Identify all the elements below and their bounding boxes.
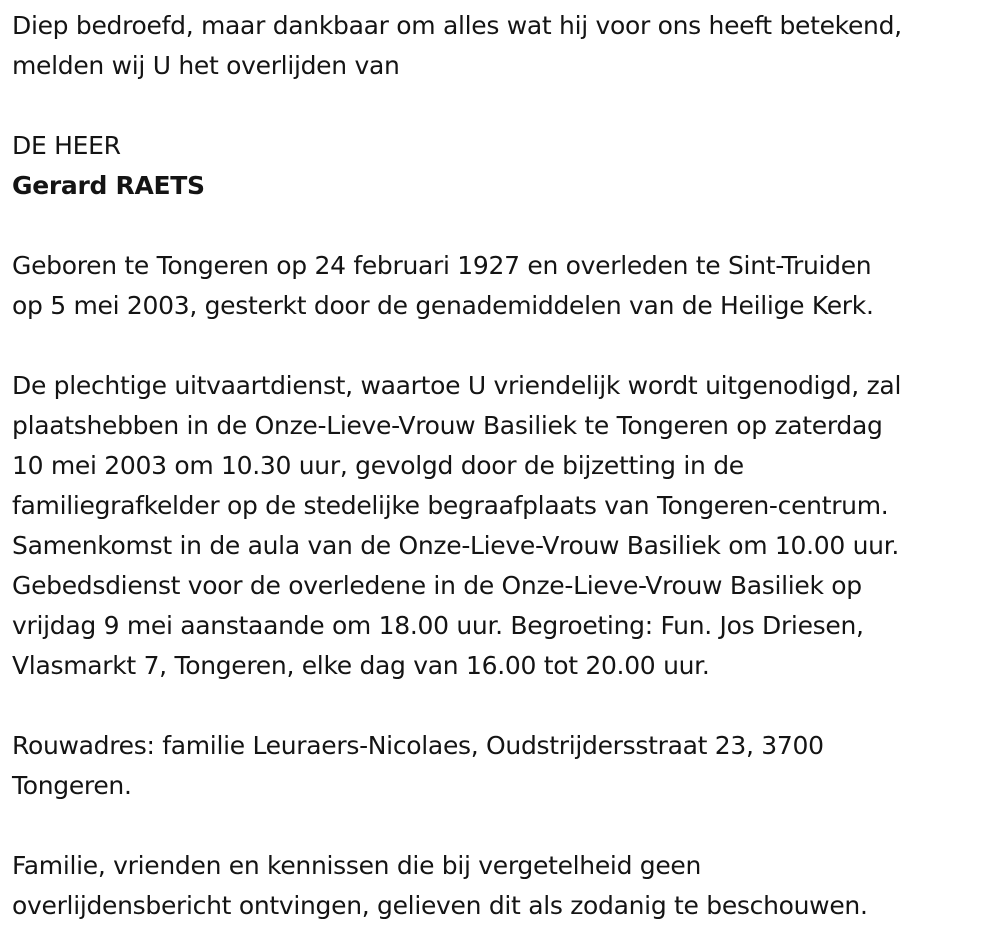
birth-death-line: op 5 mei 2003, gesterkt door de genademiddelen van de Heilige Kerk. xyxy=(12,291,874,320)
ceremony-line: Gebedsdienst voor de overledene in de Onze-Lieve-Vrouw Basiliek op xyxy=(12,571,862,600)
ceremony-line: vrijdag 9 mei aanstaande om 18.00 uur. Begroeting: Fun. Jos Driesen, xyxy=(12,611,864,640)
ceremony-line: familiegrafkelder op de stedelijke begraafplaats van Tongeren-centrum. xyxy=(12,491,889,520)
birth-death-paragraph xyxy=(12,246,997,326)
intro-line: Diep bedroefd, maar dankbaar om alles wat hij voor ons heeft betekend, xyxy=(12,11,902,40)
intro-paragraph xyxy=(12,6,997,86)
ceremony-paragraph xyxy=(12,366,997,686)
closing-paragraph xyxy=(12,846,997,926)
ceremony-line: 10 mei 2003 om 10.30 uur, gevolgd door de bijzetting in de xyxy=(12,451,744,480)
ceremony-line: De plechtige uitvaartdienst, waartoe U vriendelijk wordt uitgenodigd, zal xyxy=(12,371,902,400)
ceremony-line: plaatshebben in de Onze-Lieve-Vrouw Basiliek te Tongeren op zaterdag xyxy=(12,411,883,440)
ceremony-line: Vlasmarkt 7, Tongeren, elke dag van 16.00 tot 20.00 uur. xyxy=(12,651,710,680)
deceased-name: Gerard RAETS xyxy=(12,171,205,200)
ceremony-line: Samenkomst in de aula van de Onze-Lieve-Vrouw Basiliek om 10.00 uur. xyxy=(12,531,900,560)
closing-line: overlijdensbericht ontvingen, gelieven dit als zodanig te beschouwen. xyxy=(12,891,868,920)
honorific-title: DE HEER xyxy=(12,131,121,160)
birth-death-line: Geboren te Tongeren op 24 februari 1927 en overleden te Sint-Truiden xyxy=(12,251,872,280)
address-line: Rouwadres: familie Leuraers-Nicolaes, Oudstrijdersstraat 23, 3700 xyxy=(12,731,824,760)
address-paragraph xyxy=(12,726,997,806)
address-line: Tongeren. xyxy=(12,771,132,800)
closing-line: Familie, vrienden en kennissen die bij vergetelheid geen xyxy=(12,851,702,880)
deceased-heading xyxy=(12,126,997,206)
intro-line: melden wij U het overlijden van xyxy=(12,51,400,80)
obituary-notice xyxy=(12,6,997,926)
